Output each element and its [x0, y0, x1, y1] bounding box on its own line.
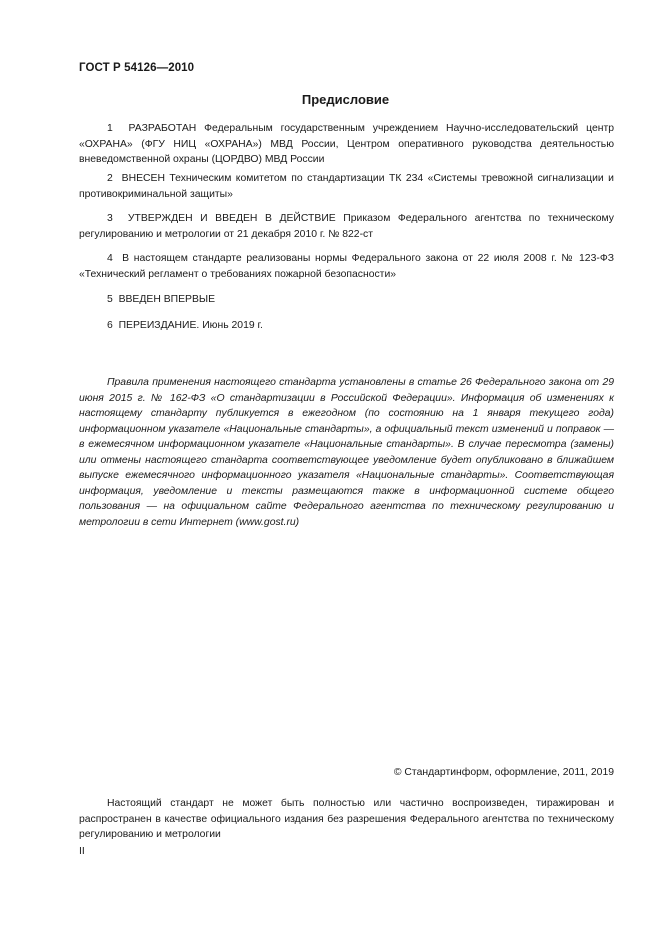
foreword-item-1 — [79, 121, 614, 168]
item-text: ВВЕДЕН ВПЕРВЫЕ — [118, 294, 216, 305]
item-text: РАЗРАБОТАН Федеральным государственным учреждением Научно-исследовательский центр «ОХРАНА» (ФГУ НИЦ «ОХРАНА») МВД России, Центром оперативного руководства деятельностью вневедомственной охраны (ЦОРДВО) МВД России — [79, 123, 614, 165]
item-number: 2 — [107, 173, 113, 184]
reproduction-notice — [79, 796, 614, 843]
reproduction-text: Настоящий стандарт не может быть полностью или частично воспроизведен, тиражирован и распространен в качестве официального издания без разрешения Федерального агентства по техническому регулированию и метрологии — [79, 798, 614, 840]
document-code: ГОСТ Р 54126—2010 — [79, 62, 195, 74]
item-number: 5 — [107, 294, 113, 305]
foreword-item-5 — [79, 292, 614, 308]
item-text: ВНЕСЕН Техническим комитетом по стандартизации ТК 234 «Системы тревожной сигнализации и противокриминальной защиты» — [79, 173, 614, 200]
notice-text: Правила применения настоящего стандарта установлены в статье 26 Федерального закона от 29 июня 2015 г. № 162-ФЗ «О стандартизации в Российской Федерации». Информация об изменениях к настоящему стандарту публикуется в ежегодном (по состоянию на 1 января текущего года) информационном указателе «Национальные стандарты», а официальный текст изменений и поправок — в ежемесячном информационном указателе «Национальные стандарты». В случае пересмотра (замены) или отмены настоящего стандарта соответствующее уведомление будет опубликовано в ближайшем выпуске ежемесячного информационного указателя «Национальные стандарты». Соответствующая информация, уведомление и тексты размещаются также в информационной системе общего пользования — на официальном сайте Федерального агентства по техническому регулированию и метрологии в сети Интернет (www.gost.ru) — [79, 377, 614, 528]
item-number: 6 — [107, 320, 113, 331]
foreword-item-2 — [79, 171, 614, 202]
item-text: УТВЕРЖДЕН И ВВЕДЕН В ДЕЙСТВИЕ Приказом Федерального агентства по техническому регулированию и метрологии от 21 декабря 2010 г. № 822-ст — [79, 213, 614, 240]
copyright-line: © Стандартинформ, оформление, 2011, 2019 — [393, 767, 614, 778]
standard-application-notice — [79, 375, 614, 530]
item-number: 4 — [107, 253, 113, 264]
foreword-item-3 — [79, 211, 614, 242]
foreword-item-4 — [79, 251, 614, 282]
item-text: ПЕРЕИЗДАНИЕ. Июнь 2019 г. — [118, 320, 263, 331]
item-number: 1 — [107, 123, 113, 134]
page-number: II — [79, 846, 85, 857]
item-text: В настоящем стандарте реализованы нормы Федерального закона от 22 июля 2008 г. № 123-ФЗ «Технический регламент о требованиях пожарной безопасности» — [79, 253, 614, 280]
foreword-item-6 — [79, 318, 614, 334]
section-title: Предисловие — [301, 92, 390, 107]
item-number: 3 — [107, 213, 113, 224]
